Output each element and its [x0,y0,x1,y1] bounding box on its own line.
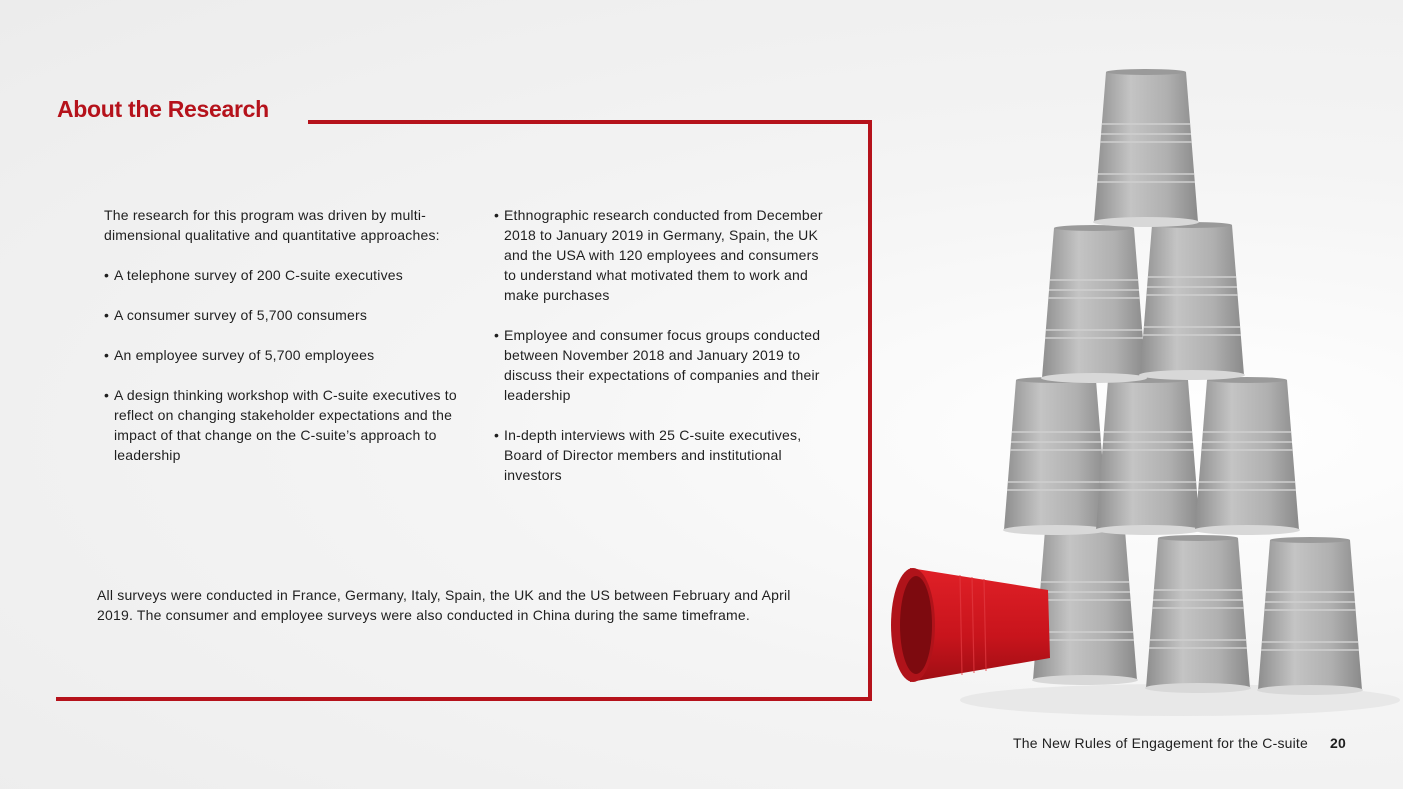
list-item [494,425,824,485]
bullet-icon: • [104,347,110,363]
list-item-text: In-depth interviews with 25 C-suite executives, Board of Director members and institutional investors [504,427,802,483]
gray-cup [1194,377,1300,535]
gray-cup [1257,537,1363,695]
list-item-text: A telephone survey of 200 C-suite executives [114,267,403,283]
list-item [494,205,824,305]
cup-pyramid-image [880,60,1403,740]
list-item-text: An employee survey of 5,700 employees [114,347,375,363]
page-number: 20 [1330,735,1346,751]
bullet-icon: • [104,307,110,323]
frame-top-rule [308,120,872,124]
gray-cup [1139,222,1245,380]
page-footer [1013,735,1346,751]
list-item [104,385,464,465]
gray-cup [1041,225,1147,383]
bullet-icon: • [494,207,500,223]
list-item-text: A design thinking workshop with C-suite executives to reflect on changing stakeholder expectations and the impact of that change on the C-suite’s approach to leadership [114,387,457,463]
list-item [494,325,824,405]
left-bullet-list [104,265,464,465]
list-item-text: Ethnographic research conducted from December 2018 to January 2019 in Germany, Spain, the UK and the USA with 120 employees and consumers to understand what motivated them to work and make purchases [504,207,823,303]
list-item [104,305,464,325]
gray-cup [1093,69,1199,227]
list-item [104,265,464,285]
bullet-icon: • [494,327,500,343]
bullet-icon: • [104,387,110,403]
list-item [104,345,464,365]
gray-cup [1145,535,1251,693]
frame-right-rule [868,120,872,701]
gray-cup [1003,377,1109,535]
publication-title: The New Rules of Engagement for the C-suite [1013,735,1309,751]
bullet-icon: • [494,427,500,443]
list-item-text: A consumer survey of 5,700 consumers [114,307,368,323]
right-bullet-list [494,205,824,485]
survey-note: All surveys were conducted in France, Germany, Italy, Spain, the UK and the US between February and April 2019. The consumer and employee surveys were also conducted in China during the same timeframe. [97,587,791,623]
gray-cup [1095,377,1201,535]
page-title: About the Research [57,96,269,122]
bullet-icon: • [104,267,110,283]
intro-text: The research for this program was driven by multi-dimensional qualitative and quantitative approaches: [104,207,440,243]
right-column [494,205,824,505]
red-cup [891,568,1050,682]
list-item-text: Employee and consumer focus groups conducted between November 2018 and January 2019 to discuss their expectations of companies and their leadership [504,327,821,403]
left-column [104,205,464,485]
frame-bottom-rule [56,697,872,701]
